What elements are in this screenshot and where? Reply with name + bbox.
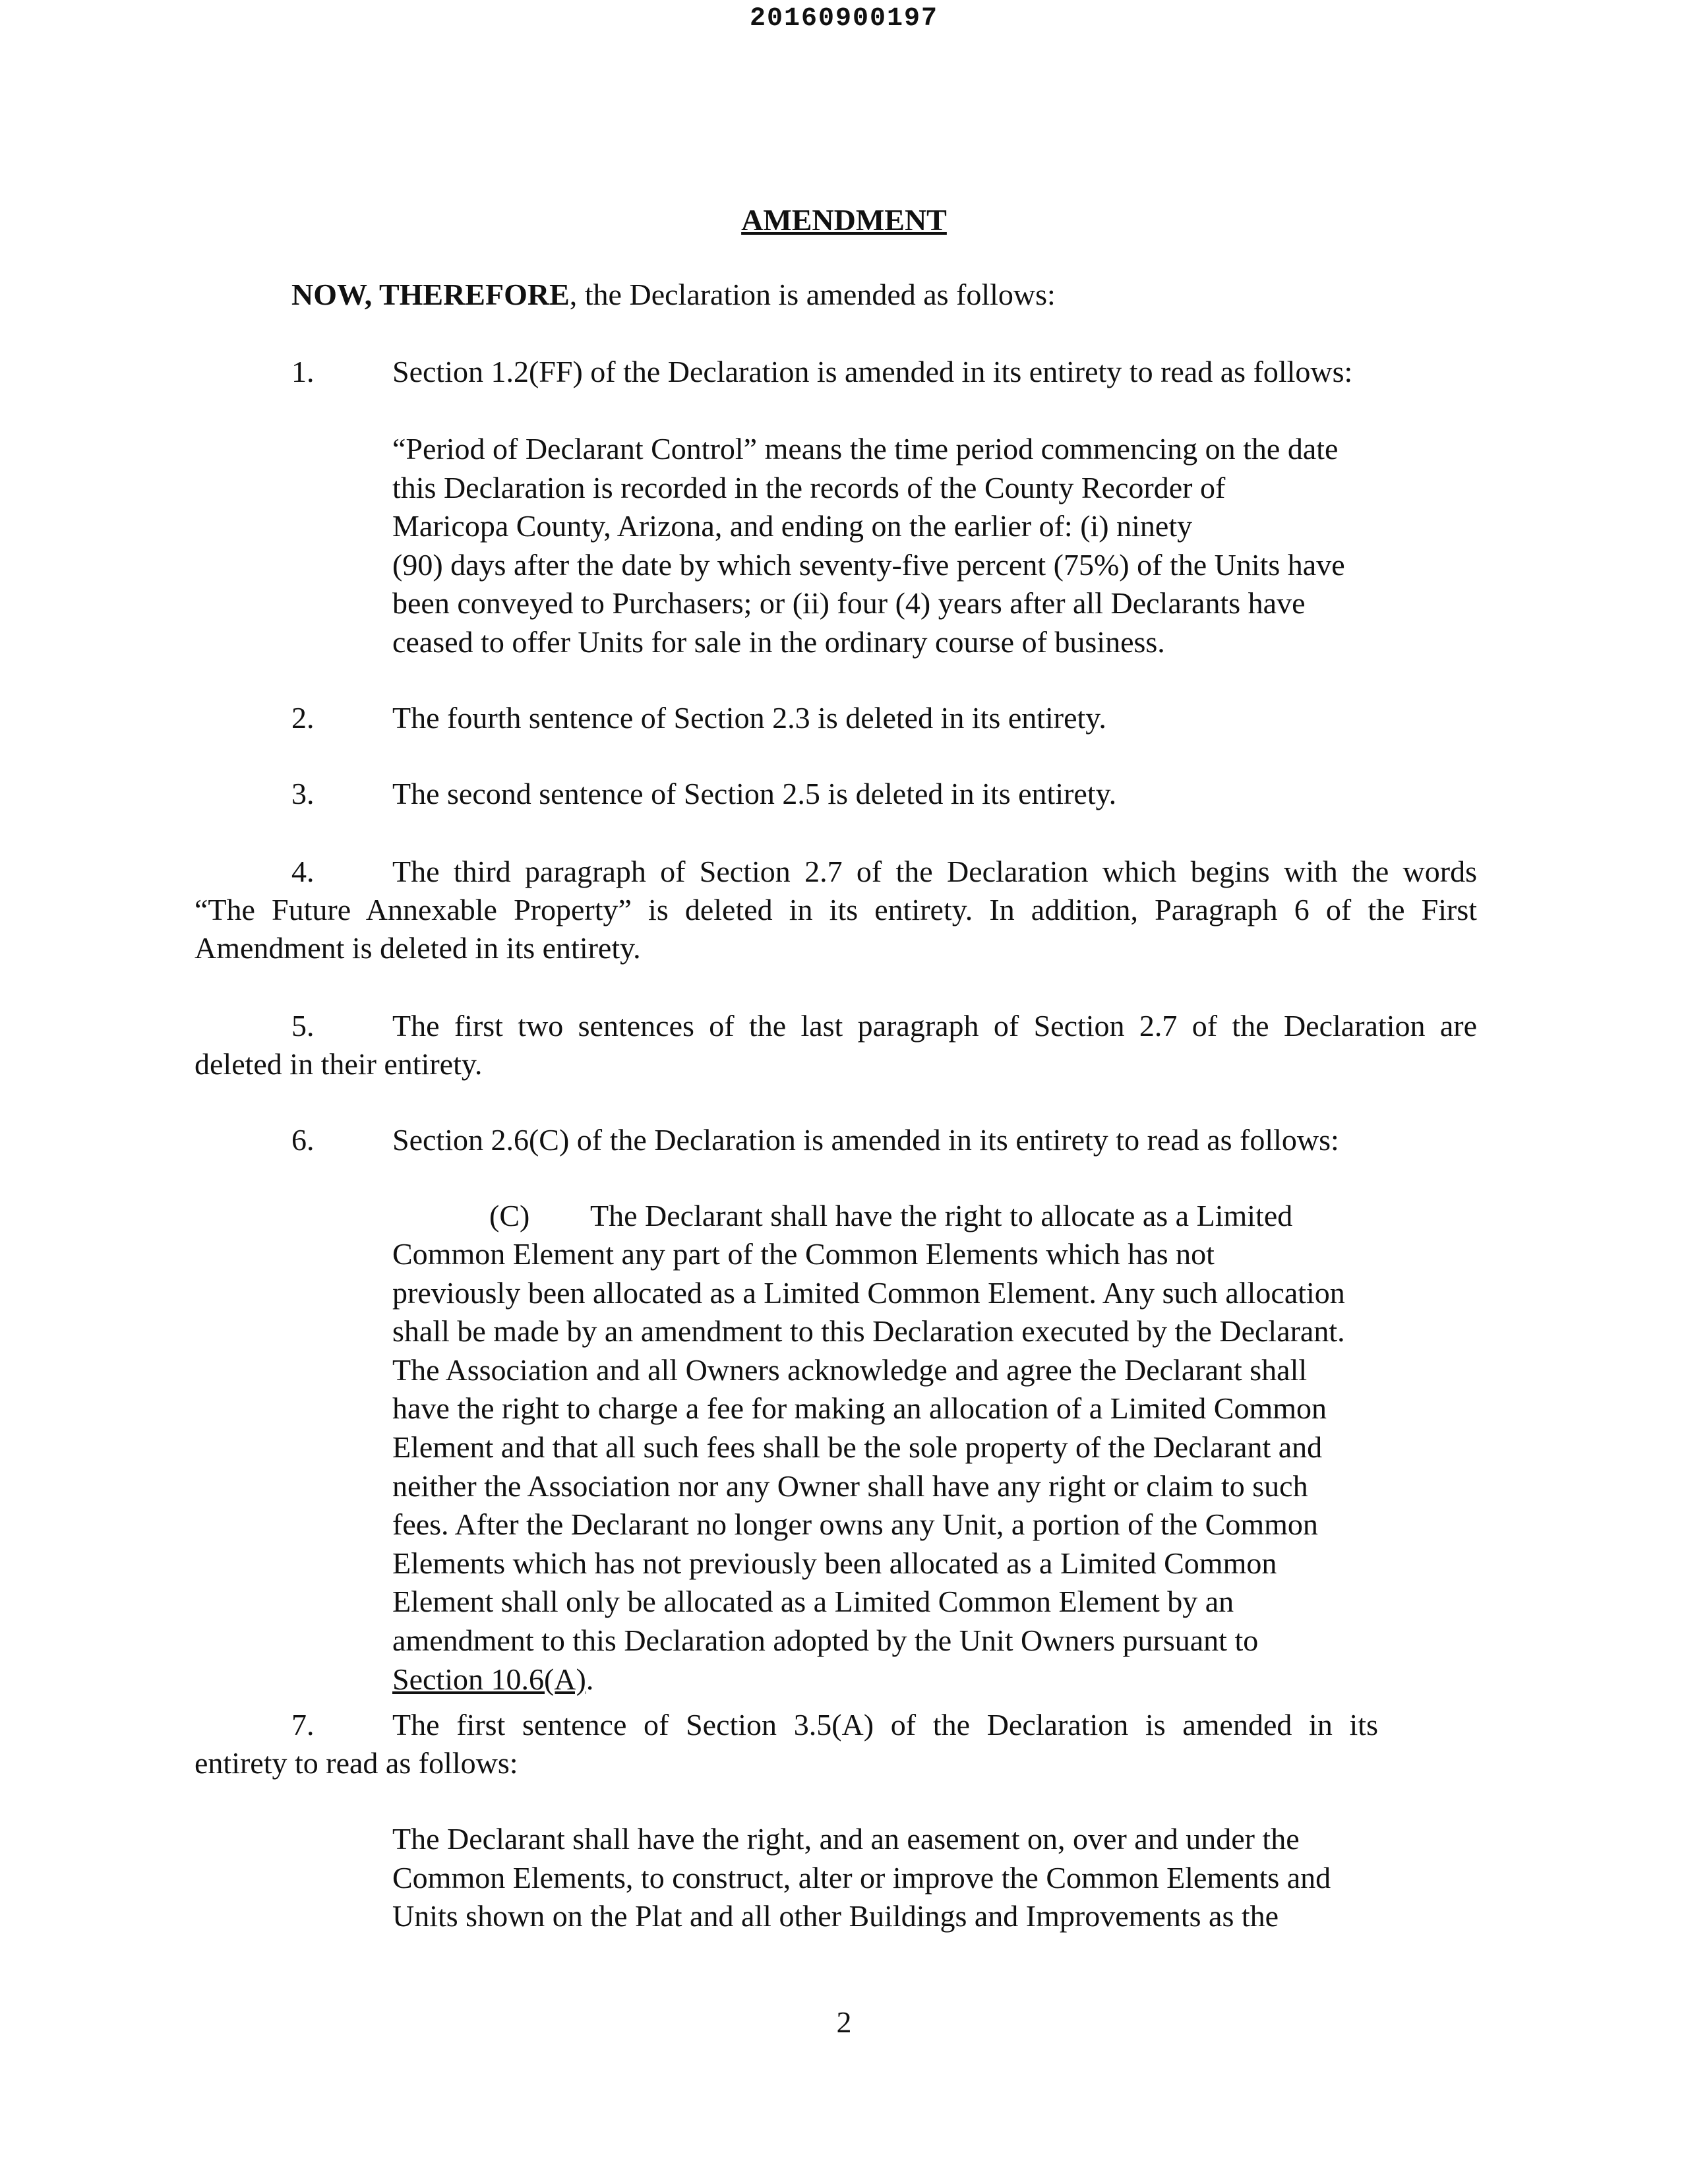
quote-line: Element shall only be allocated as a Limited Common Element by an	[392, 1585, 1234, 1619]
item-6-text: Section 2.6(C) of the Declaration is amended in its entirety to read as follows:	[392, 1123, 1339, 1157]
section-reference-tail: .	[586, 1662, 594, 1696]
quote-line-last	[392, 1660, 1345, 1699]
item-3-number: 3.	[291, 777, 315, 810]
item-5-line-2: deleted in their entirety.	[195, 1047, 483, 1081]
item-7-number: 7.	[291, 1708, 315, 1742]
quote-line: Common Element any part of the Common Elements which has not	[392, 1237, 1215, 1271]
item-4-line-3: Amendment is deleted in its entirety.	[195, 931, 641, 965]
quote-line: Units shown on the Plat and all other Buildings and Improvements as the	[392, 1899, 1279, 1933]
quote-line: “Period of Declarant Control” means the time period commencing on the date	[392, 432, 1339, 466]
item-4-line-2: “The Future Annexable Property” is deleted in its entirety. In addition, Paragraph 6 of the First	[195, 893, 1477, 926]
quote-line: been conveyed to Purchasers; or (ii) four (4) years after all Declarants have	[392, 586, 1306, 621]
quote-line: amendment to this Declaration adopted by the Unit Owners pursuant to	[392, 1623, 1259, 1657]
quote-line: have the right to charge a fee for making an allocation of a Limited Common	[392, 1391, 1327, 1426]
quote-line: previously been allocated as a Limited Common Element. Any such allocation	[392, 1275, 1345, 1310]
page-title: AMENDMENT	[741, 203, 947, 237]
quote-line: Common Elements, to construct, alter or improve the Common Elements and	[392, 1860, 1331, 1895]
quote-line: fees. After the Declarant no longer owns any Unit, a portion of the Common	[392, 1507, 1318, 1542]
page-number: 2	[836, 2005, 852, 2039]
item-6-quote	[392, 1235, 1345, 1699]
item-7-line-2: entirety to read as follows:	[195, 1746, 518, 1780]
intro-rest: , the Declaration is amended as follows:	[569, 278, 1056, 311]
recording-number: 20160900197	[749, 4, 939, 34]
section-reference: Section 10.6(A)	[392, 1662, 586, 1696]
item-6-sub-label: (C)	[489, 1199, 530, 1232]
quote-line: (90) days after the date by which seventy-five percent (75%) of the Units have	[392, 547, 1345, 582]
quote-line: ceased to offer Units for sale in the ordinary course of business.	[392, 624, 1165, 659]
quote-line: neither the Association nor any Owner shall have any right or claim to such	[392, 1469, 1308, 1503]
intro-paragraph	[291, 276, 1056, 314]
item-7-line-1: The first sentence of Section 3.5(A) of the Declaration is amended in its	[392, 1708, 1378, 1742]
item-1-number: 1.	[291, 355, 315, 388]
item-6-quote-first: The Declarant shall have the right to allocate as a Limited	[590, 1199, 1293, 1232]
quote-line: The Association and all Owners acknowledge and agree the Declarant shall	[392, 1352, 1308, 1387]
item-7-quote	[392, 1820, 1331, 1936]
item-1-text: Section 1.2(FF) of the Declaration is amended in its entirety to read as follows:	[392, 355, 1353, 388]
quote-line: Element and that all such fees shall be the sole property of the Declarant and	[392, 1430, 1323, 1464]
item-5-number: 5.	[291, 1009, 315, 1043]
quote-line: The Declarant shall have the right, and an easement on, over and under the	[392, 1822, 1300, 1856]
quote-line: Elements which has not previously been allocated as a Limited Common	[392, 1546, 1277, 1580]
item-5-line-1: The first two sentences of the last paragraph of Section 2.7 of the Declaration are	[392, 1009, 1477, 1043]
item-3-text: The second sentence of Section 2.5 is deleted in its entirety.	[392, 777, 1117, 810]
item-2-text: The fourth sentence of Section 2.3 is deleted in its entirety.	[392, 701, 1106, 735]
quote-line: shall be made by an amendment to this Declaration executed by the Declarant.	[392, 1314, 1345, 1349]
item-1-quote	[392, 430, 1345, 662]
item-2-number: 2.	[291, 701, 315, 735]
quote-line: this Declaration is recorded in the records of the County Recorder of	[392, 470, 1226, 504]
item-4-number: 4.	[291, 855, 315, 888]
item-6-number: 6.	[291, 1123, 315, 1157]
item-4-line-1: The third paragraph of Section 2.7 of the Declaration which begins with the words	[392, 855, 1477, 888]
quote-line: Maricopa County, Arizona, and ending on the earlier of: (i) ninety	[392, 509, 1193, 543]
intro-lead: NOW, THEREFORE	[291, 278, 570, 311]
